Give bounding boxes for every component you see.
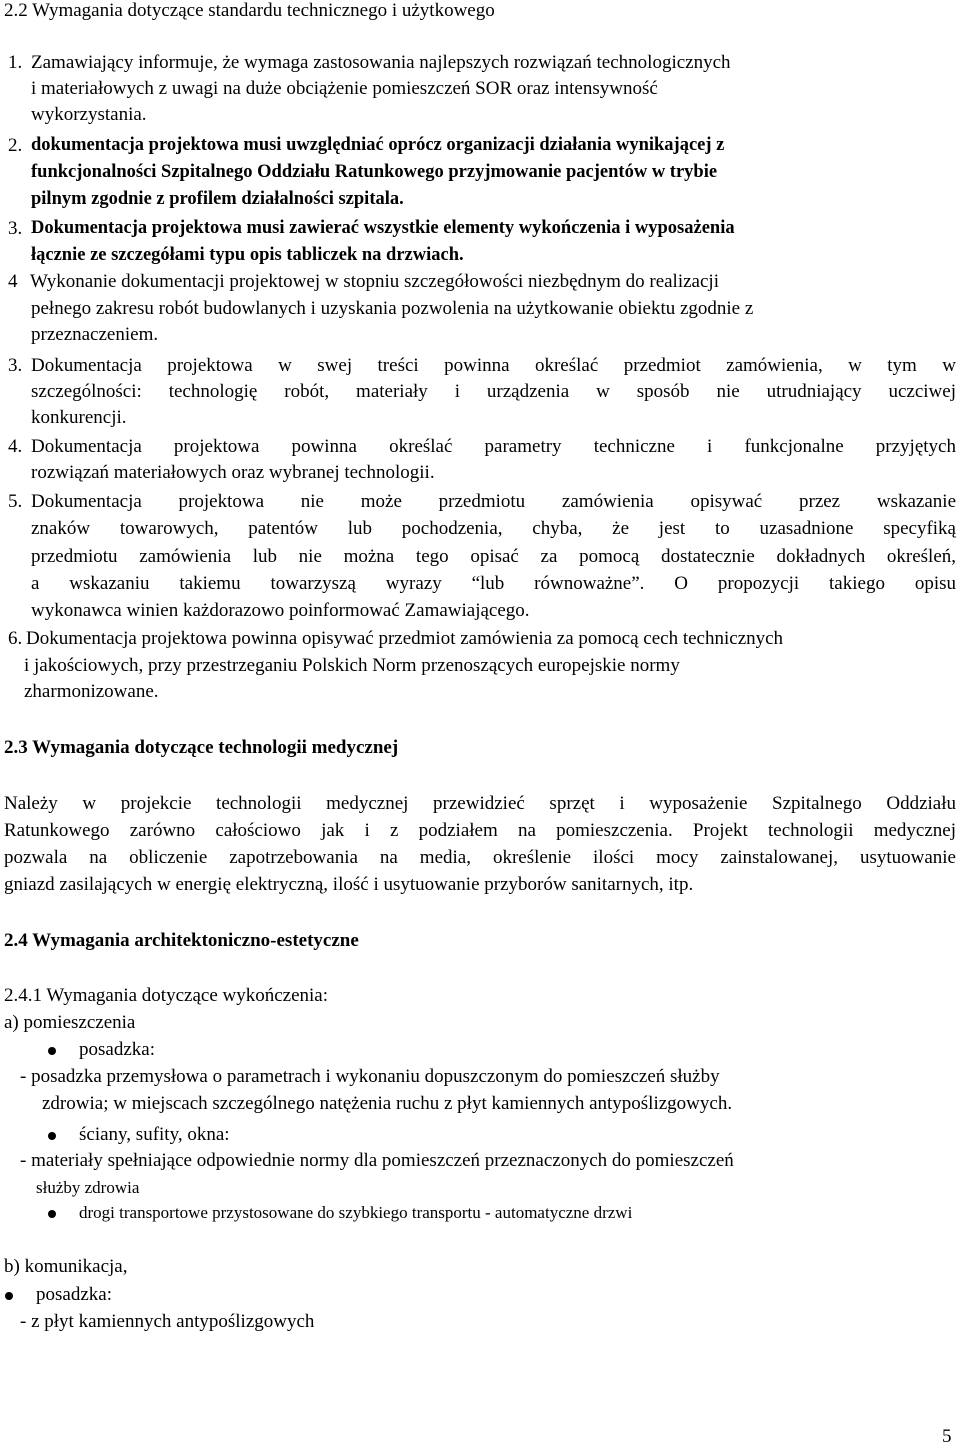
list-number: 5. bbox=[8, 491, 23, 512]
section-label-a: a) pomieszczenia bbox=[4, 1012, 136, 1033]
list-number: 3. bbox=[8, 355, 23, 376]
list-item-text: Dokumentacja projektowa musi zawierać wszystkie elementy wykończenia i wyposażenia bbox=[31, 218, 735, 238]
subsection-heading-2-4-1: 2.4.1 Wymagania dotyczące wykończenia: bbox=[4, 985, 329, 1006]
list-number: 6. bbox=[8, 628, 23, 649]
section-heading-2-2: 2.2 Wymagania dotyczące standardu technicznego i użytkowego bbox=[4, 0, 495, 21]
list-number: 4. bbox=[8, 436, 23, 457]
list-item-text: pełnego zakresu robót budowlanych i uzyskania pozwolenia na użytkowanie obiektu zgodnie z bbox=[31, 298, 754, 319]
list-number: 2. bbox=[8, 135, 23, 156]
page-number: 5 bbox=[942, 1426, 952, 1447]
bullet-icon bbox=[48, 1210, 56, 1218]
list-item-text: wykorzystania. bbox=[31, 104, 147, 125]
bullet-text: posadzka: bbox=[79, 1039, 155, 1060]
list-item-text: przedmiotu zamówienia lub nie można tego opisać za pomocą dostatecznie dokładnych określeń, bbox=[31, 546, 956, 567]
list-item-text: pilnym zgodnie z profilem działalności szpitala. bbox=[31, 189, 404, 209]
list-item-text: szczególności: technologię robót, materiały i urządzenia w sposób nie utrudniający uczciwej bbox=[31, 381, 956, 402]
list-item-text: funkcjonalności Szpitalnego Oddziału Ratunkowego przyjmowanie pacjentów w trybie bbox=[31, 162, 718, 182]
list-item-text: łącznie ze szczegółami typu opis tabliczek na drzwiach. bbox=[31, 245, 464, 265]
dash-item-text: - materiały spełniające odpowiednie normy dla pomieszczeń przeznaczonych do pomieszczeń bbox=[20, 1150, 734, 1171]
list-item-text: znaków towarowych, patentów lub pochodzenia, chyba, że jest to uzasadnione specyfiką bbox=[31, 518, 956, 539]
dash-item-text: - posadzka przemysłowa o parametrach i wykonaniu dopuszczonym do pomieszczeń służby bbox=[20, 1066, 720, 1087]
list-item-text: Wykonanie dokumentacji projektowej w stopniu szczegółowości niezbędnym do realizacji bbox=[30, 271, 719, 292]
list-item-text: Dokumentacja projektowa powinna opisywać przedmiot zamówienia za pomocą cech technicznych bbox=[26, 628, 784, 649]
bullet-icon bbox=[48, 1047, 56, 1055]
list-item-text: Dokumentacja projektowa w swej treści powinna określać przedmiot zamówienia, w tym w bbox=[31, 355, 956, 376]
dash-item-text: służby zdrowia bbox=[36, 1178, 140, 1197]
paragraph-line: Należy w projekcie technologii medycznej przewidzieć sprzęt i wyposażenie Szpitalnego Oddziału bbox=[4, 793, 956, 814]
list-item-text: Dokumentacja projektowa nie może przedmiotu zamówienia opisywać przez wskazanie bbox=[31, 491, 956, 512]
list-item-text: Dokumentacja projektowa powinna określać parametry techniczne i funkcjonalne przyjętych bbox=[31, 436, 956, 457]
list-item-text: dokumentacja projektowa musi uwzględniać oprócz organizacji działania wynikającej z bbox=[31, 135, 725, 155]
bullet-icon bbox=[5, 1292, 13, 1300]
section-heading-2-4: 2.4 Wymagania architektoniczno-estetyczne bbox=[4, 930, 359, 951]
list-number: 3. bbox=[8, 218, 23, 239]
bullet-text: posadzka: bbox=[36, 1284, 112, 1305]
list-item-text: zharmonizowane. bbox=[24, 681, 159, 702]
list-item-text: i materiałowych z uwagi na duże obciążenie pomieszczeń SOR oraz intensywność bbox=[31, 78, 658, 99]
bullet-text: ściany, sufity, okna: bbox=[79, 1124, 230, 1145]
list-number: 1. bbox=[8, 52, 23, 73]
list-item-text: i jakościowych, przy przestrzeganiu Polskich Norm przenoszących europejskie normy bbox=[24, 655, 680, 676]
paragraph-line: Ratunkowego zarówno całościowo jak i z podziałem na pomieszczenia. Projekt technologii medycznej bbox=[4, 820, 956, 841]
list-item-text: rozwiązań materiałowych oraz wybranej technologii. bbox=[31, 462, 435, 483]
bullet-icon bbox=[48, 1132, 56, 1140]
list-item-text: konkurencji. bbox=[31, 407, 127, 428]
dash-item-text: - z płyt kamiennych antypoślizgowych bbox=[20, 1311, 315, 1332]
list-item-text: a wskazaniu takiemu towarzyszą wyrazy “lub równoważne”. O propozycji takiego opisu bbox=[31, 573, 956, 594]
paragraph-line: gniazd zasilających w energię elektryczną, ilość i usytuowanie przyborów sanitarnych, itp. bbox=[4, 874, 694, 895]
section-heading-2-3: 2.3 Wymagania dotyczące technologii medycznej bbox=[4, 737, 399, 758]
dash-item-text: zdrowia; w miejscach szczególnego natężenia ruchu z płyt kamiennych antypoślizgowych. bbox=[42, 1093, 733, 1114]
section-label-b: b) komunikacja, bbox=[4, 1256, 128, 1277]
list-number: 4 bbox=[8, 271, 18, 292]
list-item-text: wykonawca winien każdorazowo poinformować Zamawiającego. bbox=[31, 600, 530, 621]
paragraph-line: pozwala na obliczenie zapotrzebowania na media, określenie ilości mocy zainstalowanej, usytuowanie bbox=[4, 847, 956, 868]
bullet-text: drogi transportowe przystosowane do szybkiego transportu - automatyczne drzwi bbox=[79, 1203, 633, 1222]
list-item-text: przeznaczeniem. bbox=[31, 324, 159, 345]
list-item-text: Zamawiający informuje, że wymaga zastosowania najlepszych rozwiązań technologicznych bbox=[31, 52, 731, 73]
